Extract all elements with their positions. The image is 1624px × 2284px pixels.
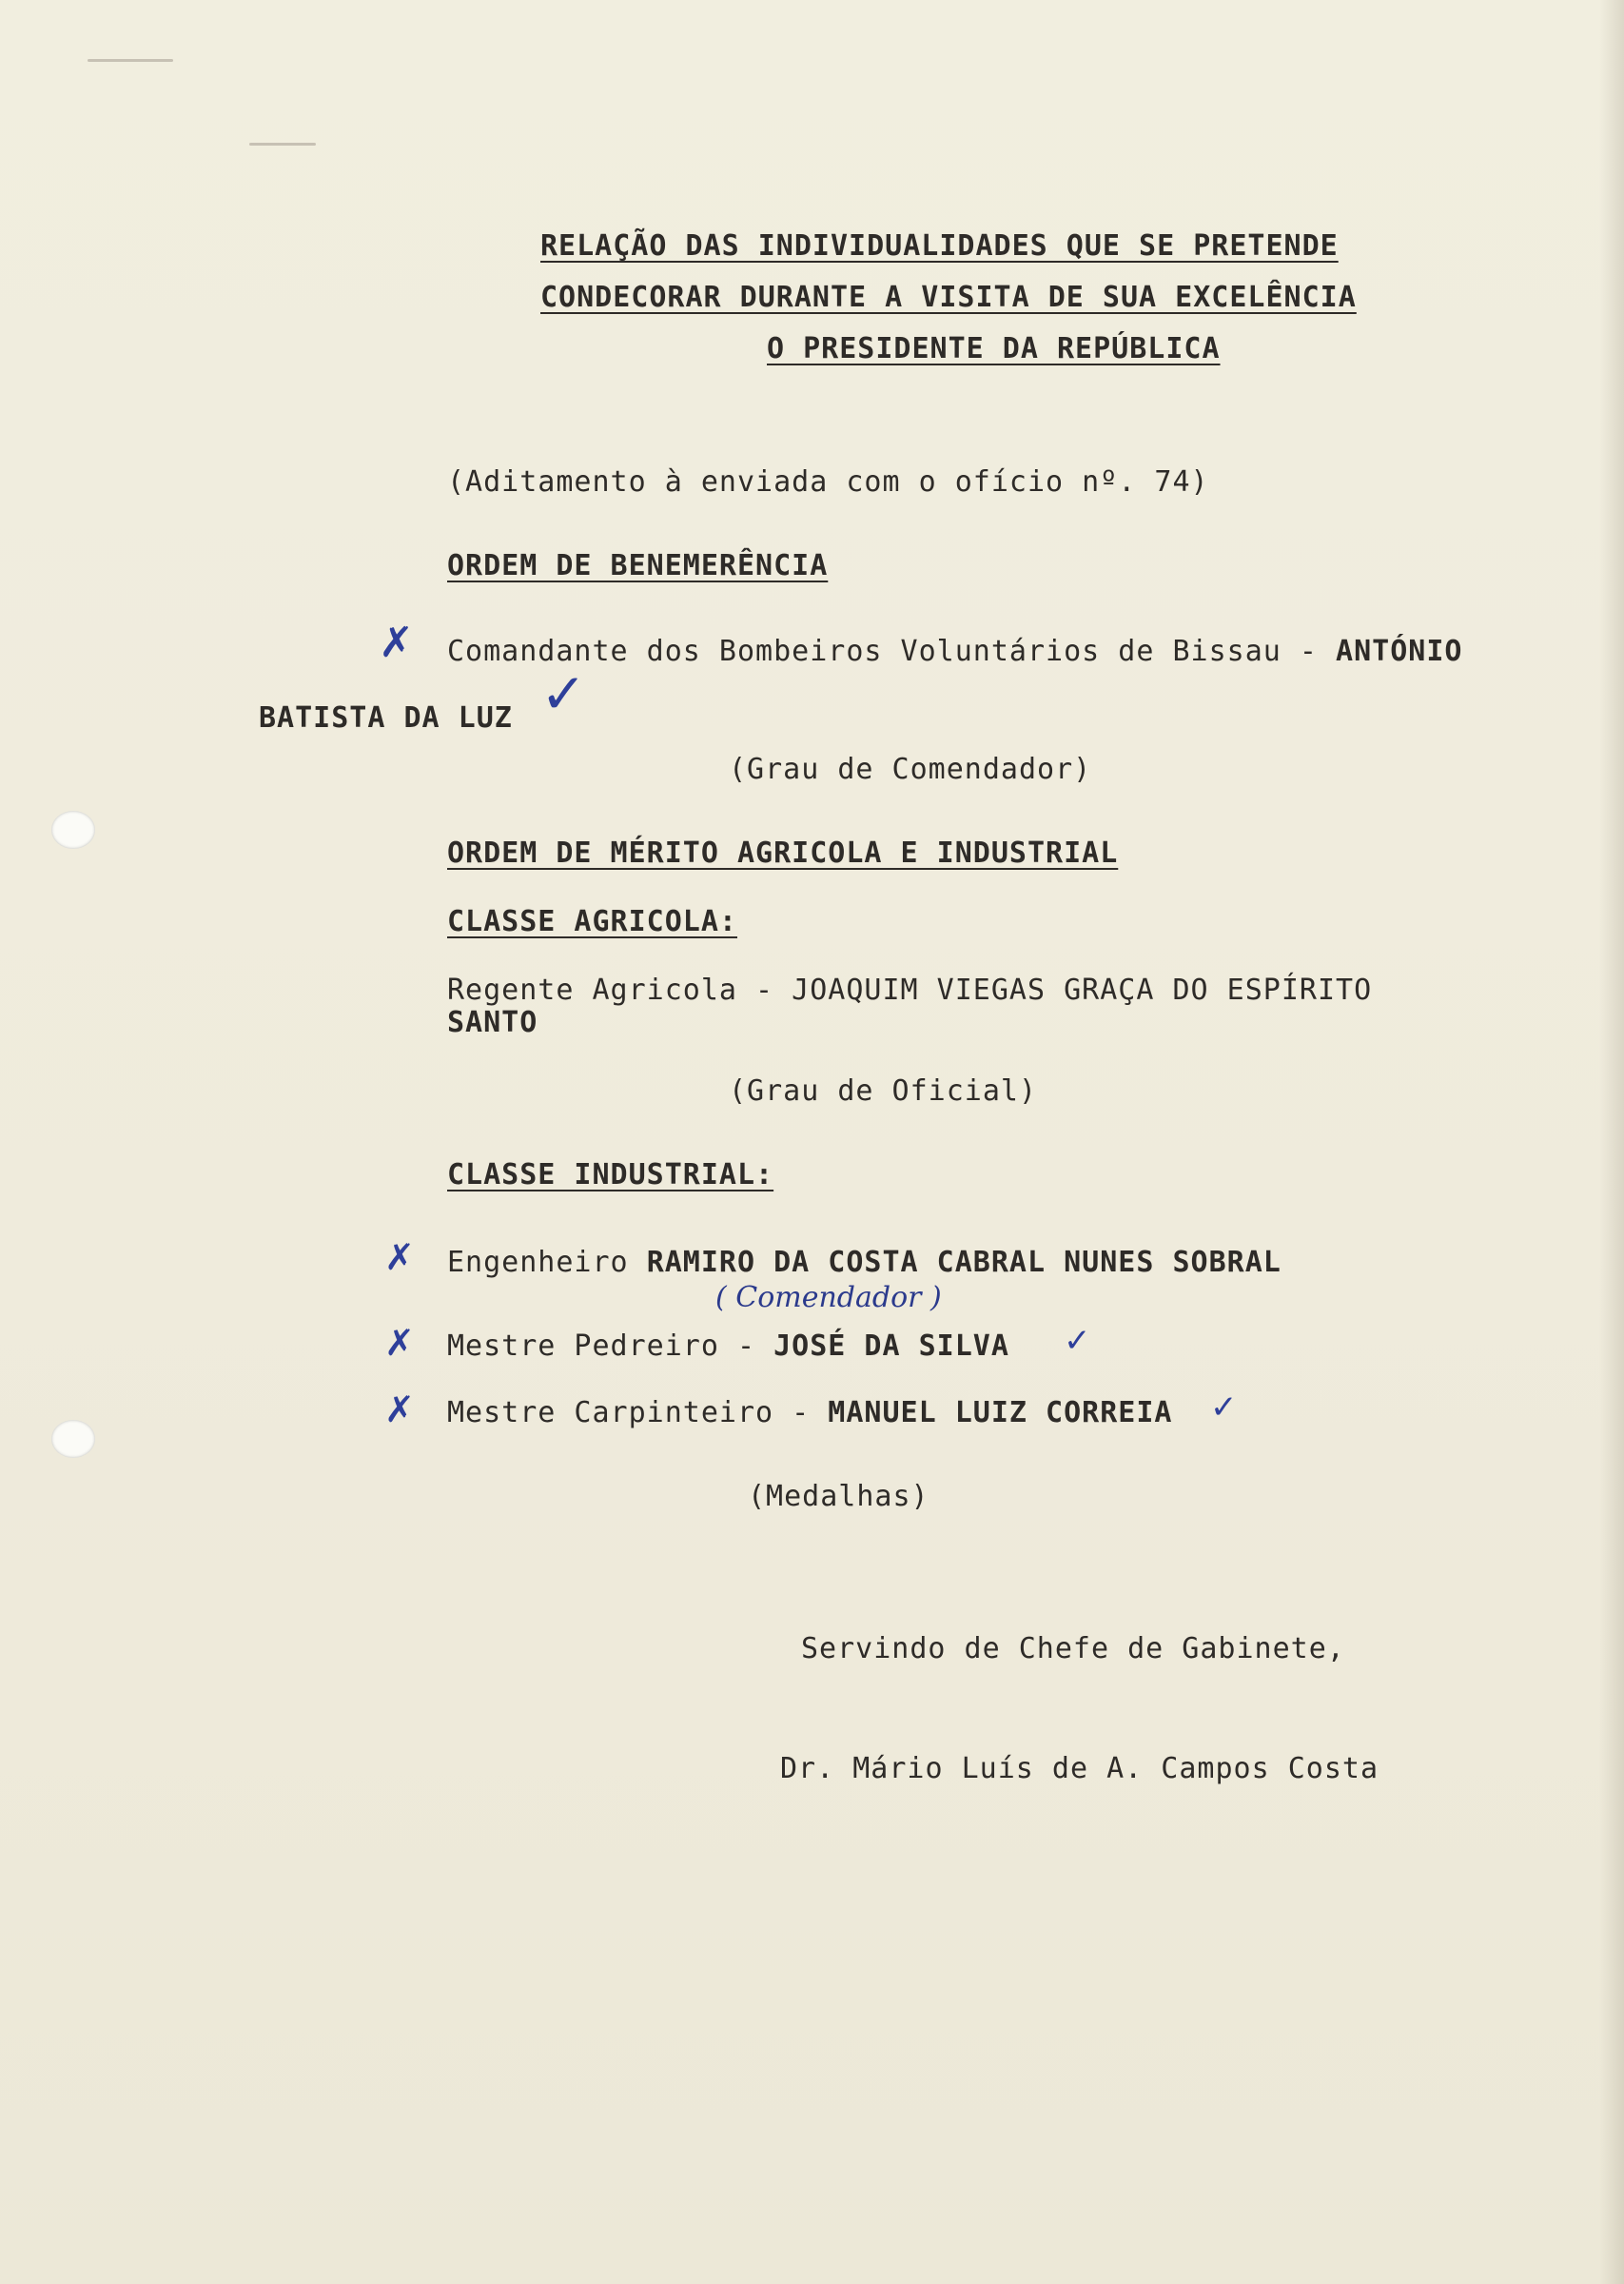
entry-role: Engenheiro: [447, 1246, 647, 1279]
cross-mark-icon: ✗: [379, 619, 414, 667]
check-mark-icon: ✓: [540, 661, 587, 726]
punch-hole-top: [51, 811, 95, 849]
entry-regente-agricola-continued: SANTO: [447, 1006, 538, 1039]
check-mark-icon: ✓: [1210, 1388, 1238, 1427]
entry-name: ANTÓNIO: [1336, 635, 1463, 668]
entry-role: Mestre Carpinteiro -: [447, 1396, 829, 1429]
entry-name: MANUEL LUIZ CORREIA: [828, 1396, 1173, 1429]
paper-smudge: [249, 143, 316, 146]
cross-mark-icon: ✗: [384, 1322, 415, 1364]
grade-oficial: (Grau de Oficial): [729, 1074, 1038, 1108]
check-mark-icon: ✓: [1064, 1322, 1091, 1360]
punch-hole-bottom: [51, 1420, 95, 1458]
title-line-1: RELAÇÃO DAS INDIVIDUALIDADES QUE SE PRETENDE: [540, 229, 1339, 263]
signature-role: Servindo de Chefe de Gabinete,: [801, 1632, 1345, 1665]
handwritten-comendador: ( Comendador ): [715, 1281, 942, 1314]
entry-engenheiro: [447, 1247, 1282, 1279]
entry-bombeiros: [447, 636, 1462, 668]
paper-smudge: [88, 59, 173, 62]
entry-name: RAMIRO DA COSTA CABRAL NUNES SOBRAL: [646, 1246, 1282, 1279]
class-agricola-heading: CLASSE AGRICOLA:: [447, 905, 737, 938]
entry-regente-agricola: Regente Agricola - JOAQUIM VIEGAS GRAÇA DO ESPÍRITO: [447, 974, 1373, 1007]
cross-mark-icon: ✗: [384, 1388, 415, 1430]
section-heading-merito: ORDEM DE MÉRITO AGRICOLA E INDUSTRIAL: [447, 837, 1119, 870]
entry-name-continued: BATISTA DA LUZ: [259, 701, 513, 735]
class-industrial-heading: CLASSE INDUSTRIAL:: [447, 1158, 774, 1191]
cross-mark-icon: ✗: [384, 1236, 415, 1278]
entry-role: Comandante dos Bombeiros Voluntários de Bissau -: [447, 635, 1337, 668]
entry-role: Mestre Pedreiro -: [447, 1329, 774, 1363]
title-line-3: O PRESIDENTE DA REPÚBLICA: [767, 332, 1221, 365]
title-line-2: CONDECORAR DURANTE A VISITA DE SUA EXCELÊNCIA: [540, 281, 1357, 314]
entry-name: JOSÉ DA SILVA: [773, 1329, 1009, 1363]
grade-comendador: (Grau de Comendador): [729, 753, 1092, 786]
addendum-note: (Aditamento à enviada com o ofício nº. 74): [447, 465, 1209, 499]
page-edge-shadow: [1599, 0, 1624, 2284]
section-heading-benemerencia: ORDEM DE BENEMERÊNCIA: [447, 549, 829, 582]
entry-mestre-carpinteiro: [447, 1397, 1172, 1429]
grade-medalhas: (Medalhas): [748, 1480, 929, 1513]
signature-name: Dr. Mário Luís de A. Campos Costa: [780, 1752, 1379, 1785]
entry-mestre-pedreiro: [447, 1330, 1009, 1363]
